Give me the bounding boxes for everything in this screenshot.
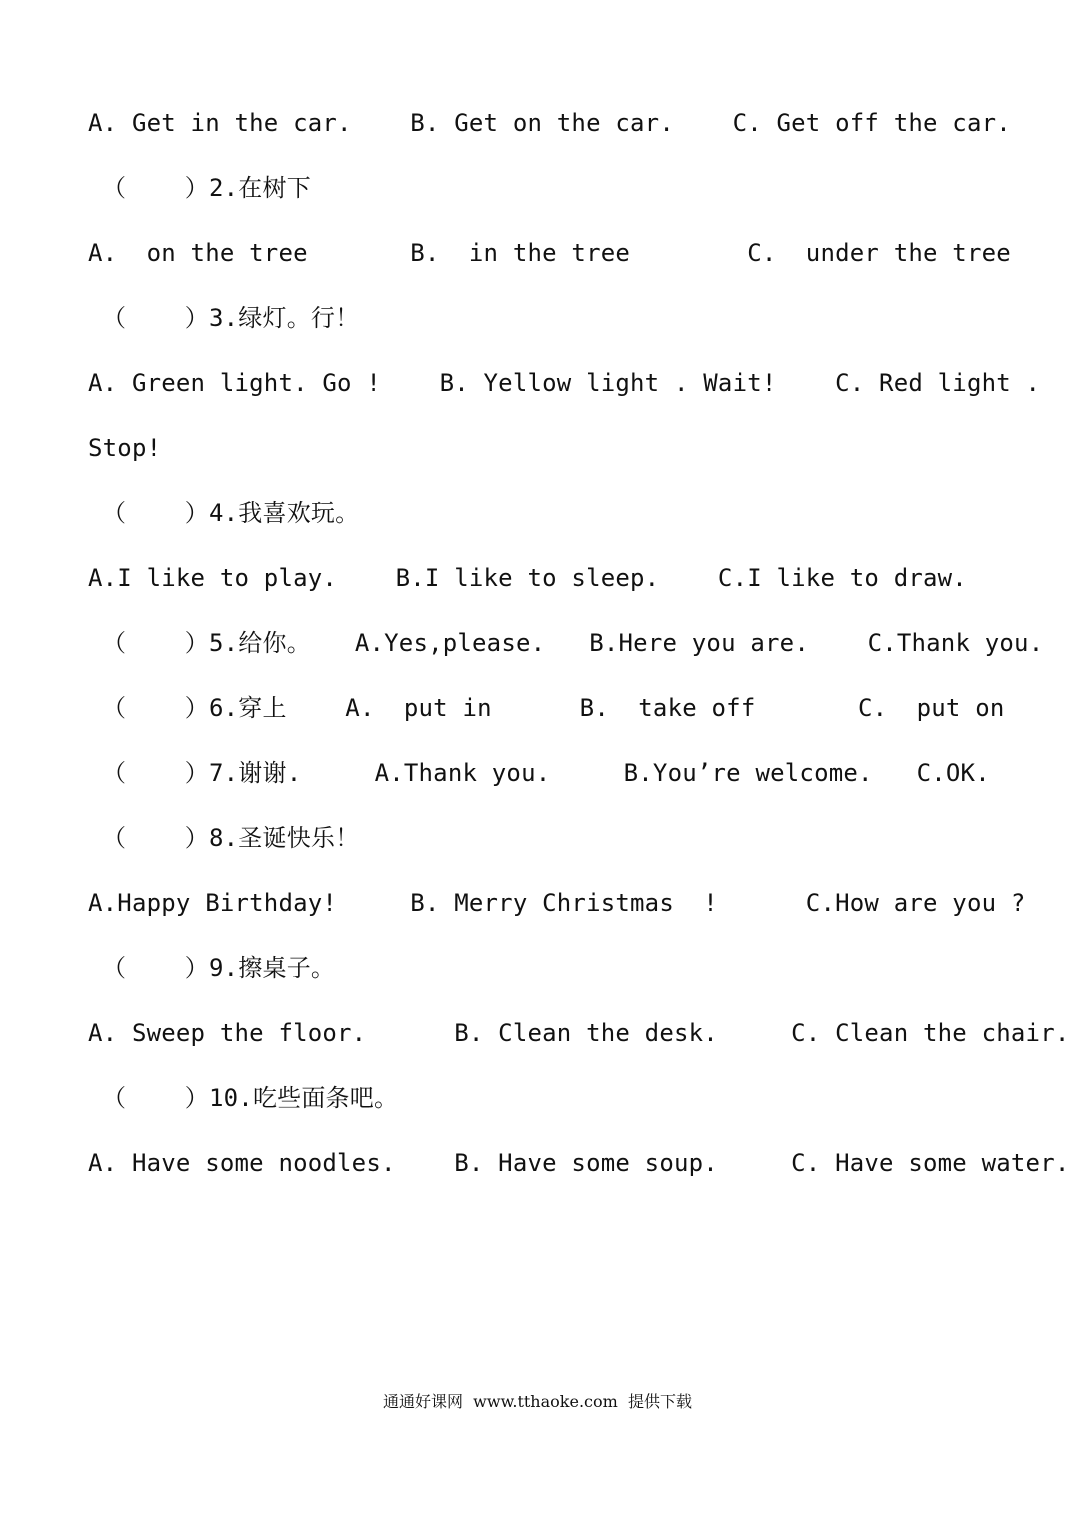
options-q1: A. Get in the car. B. Get on the car. C. Get off the car. <box>88 109 1011 137</box>
question-3: （ ）3.绿灯。行！ <box>102 304 360 332</box>
question-8: （ ）8.圣诞快乐！ <box>102 824 360 852</box>
options-q2: A. on the tree B. in the tree C. under the tree <box>88 239 1011 267</box>
question-10: （ ）10.吃些面条吧。 <box>102 1084 399 1112</box>
question-6: （ ）6.穿上 A. put in B. take off C. put on <box>102 694 1005 722</box>
options-q3-continued: Stop! <box>88 434 162 462</box>
question-2: （ ）2.在树下 <box>102 174 311 202</box>
options-q3: A. Green light. Go ! B. Yellow light . Wait! C. Red light . <box>88 369 1041 397</box>
question-9: （ ）9.擦桌子。 <box>102 954 336 982</box>
question-7: （ ）7.谢谢. A.Thank you. B.You’re welcome. C.OK. <box>102 759 990 787</box>
page-footer: 通通好课网 www.tthaoke.com 提供下载 <box>383 1392 692 1411</box>
options-q10: A. Have some noodles. B. Have some soup. C. Have some water. <box>88 1149 1070 1177</box>
options-q4: A.I like to play. B.I like to sleep. C.I like to draw. <box>88 564 967 592</box>
options-q8: A.Happy Birthday! B. Merry Christmas ! C.How are you ? <box>88 889 1026 917</box>
question-5: （ ）5.给你。 A.Yes,please. B.Here you are. C.Thank you. <box>102 629 1044 657</box>
options-q9: A. Sweep the floor. B. Clean the desk. C. Clean the chair. <box>88 1019 1070 1047</box>
question-4: （ ）4.我喜欢玩。 <box>102 499 360 527</box>
